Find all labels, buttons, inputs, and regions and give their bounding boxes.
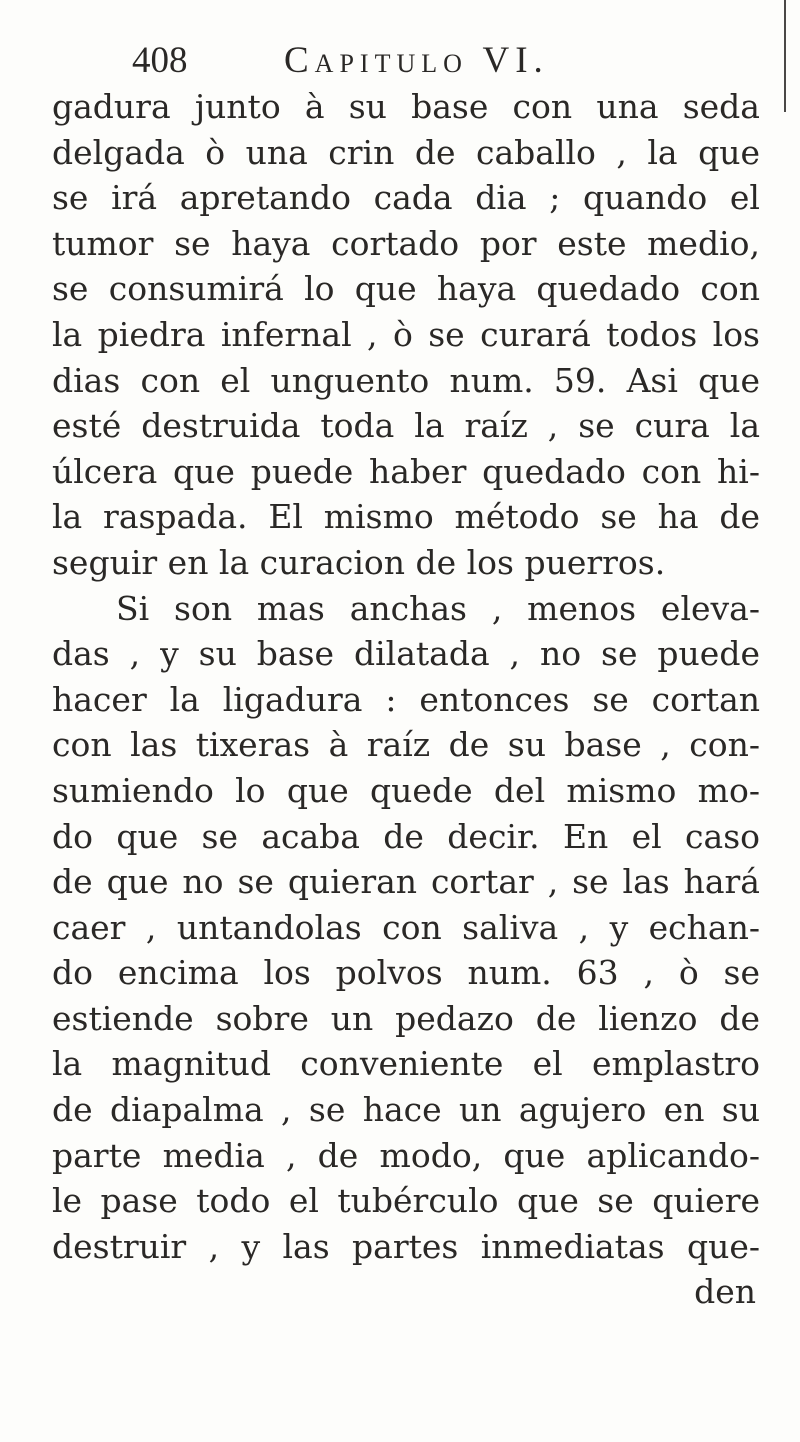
text-line: estiende sobre un pedazo de lienzo de xyxy=(52,998,760,1038)
body-text xyxy=(52,84,760,1269)
page-edge-rule xyxy=(784,0,786,112)
paragraph-end-line: seguir en la curacion de los puerros. xyxy=(52,542,666,582)
text-line: destruir , y las partes inmediatas que- xyxy=(52,1226,760,1266)
text-line: parte media , de modo, que aplicando- xyxy=(52,1135,760,1175)
paragraph-first-line: Si son mas anchas , menos eleva- xyxy=(116,588,760,628)
text-line: la raspada. El mismo método se ha de xyxy=(52,497,760,537)
text-line: úlcera que puede haber quedado con hi- xyxy=(52,451,760,491)
text-line: caer , untandolas con saliva , y echan- xyxy=(52,907,760,947)
text-line: le pase todo el tubérculo que se quiere xyxy=(52,1181,760,1221)
text-line: tumor se haya cortado por este medio, xyxy=(52,223,760,263)
text-line: con las tixeras à raíz de su base , con- xyxy=(52,725,760,765)
page-header xyxy=(52,38,760,84)
text-line: do encima los polvos num. 63 , ò se xyxy=(52,953,760,993)
text-line: das , y su base dilatada , no se puede xyxy=(52,634,760,674)
text-line: gadura junto à su base con una seda xyxy=(52,87,760,126)
text-line: se consumirá lo que haya quedado con xyxy=(52,269,760,309)
text-line: la magnitud conveniente el emplastro xyxy=(52,1044,760,1084)
text-line: esté destruida toda la raíz , se cura la xyxy=(52,406,760,446)
text-line: sumiendo lo que quede del mismo mo- xyxy=(52,770,760,810)
text-line: se irá apretando cada dia ; quando el xyxy=(52,178,760,218)
running-title: Capitulo VI. xyxy=(284,40,549,81)
page-number: 408 xyxy=(132,40,188,81)
text-line: dias con el unguento num. 59. Asi que xyxy=(52,360,760,400)
text-line: de diapalma , se hace un agujero en su xyxy=(52,1090,760,1130)
text-line: do que se acaba de decir. En el caso xyxy=(52,816,760,856)
catchword: den xyxy=(694,1272,756,1312)
text-line: hacer la ligadura : entonces se cortan xyxy=(52,679,760,719)
text-line: la piedra infernal , ò se curará todos los xyxy=(52,314,760,354)
text-line: de que no se quieran cortar , se las hará xyxy=(52,862,760,902)
text-line: delgada ò una crin de caballo , la que xyxy=(52,132,760,172)
